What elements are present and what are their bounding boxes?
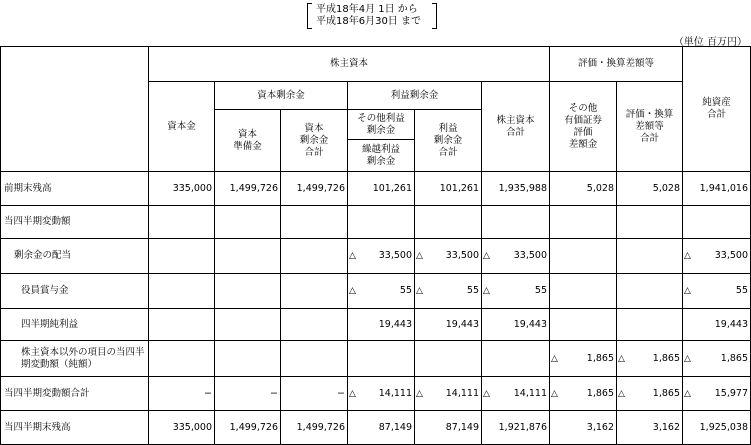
header-total-net-assets <box>683 47 751 172</box>
table-cell <box>281 309 348 341</box>
row-label: 四半期純利益 <box>1 309 149 341</box>
table-cell <box>550 341 617 377</box>
cell-value: 1,925,038 <box>699 421 748 433</box>
table-cell <box>149 239 215 274</box>
table-cell <box>617 274 683 309</box>
negative-triangle-icon: △ <box>416 388 423 399</box>
table-cell <box>482 172 550 206</box>
negative-triangle-icon: △ <box>684 388 691 399</box>
cell-value: 14,111 <box>445 387 479 399</box>
period-bracket <box>307 1 437 31</box>
cell-value: 3,162 <box>652 421 680 433</box>
cell-value: 1,499,726 <box>296 182 345 194</box>
table-cell <box>683 206 751 239</box>
cell-value: 19,443 <box>714 318 748 330</box>
table-row <box>1 341 751 377</box>
table-row <box>1 274 751 309</box>
cell-value: − <box>337 387 345 399</box>
table-cell <box>550 309 617 341</box>
cell-value: 14,111 <box>378 387 412 399</box>
cell-value: 55 <box>735 285 748 296</box>
negative-triangle-icon: △ <box>483 388 490 399</box>
table-row <box>1 239 751 274</box>
table-cell <box>215 309 281 341</box>
cell-value: 15,977 <box>714 387 748 399</box>
cell-value: 55 <box>534 285 547 296</box>
table-cell <box>617 377 683 411</box>
table-cell <box>550 206 617 239</box>
cell-value: 101,261 <box>439 182 479 194</box>
right-bracket <box>432 3 437 29</box>
header-valuation-total: 評価・換算 差額等 合計 <box>617 82 683 172</box>
row-label: 前期末残高 <box>1 172 149 206</box>
table-cell <box>550 172 617 206</box>
table-cell <box>617 172 683 206</box>
table-cell <box>215 274 281 309</box>
cell-value: 19,443 <box>378 318 412 330</box>
cell-value: 1,865 <box>586 352 614 364</box>
row-label: 当四半期末残高 <box>1 411 149 445</box>
cell-value: 3,162 <box>586 421 614 433</box>
cell-value: 33,500 <box>445 250 479 261</box>
negative-triangle-icon: △ <box>349 286 356 296</box>
table-cell <box>149 172 215 206</box>
cell-value: 1,921,876 <box>498 421 547 433</box>
table-cell <box>149 411 215 445</box>
table-cell <box>281 172 348 206</box>
table-cell <box>415 274 482 309</box>
table-cell <box>550 377 617 411</box>
table-cell <box>215 411 281 445</box>
negative-triangle-icon: △ <box>618 353 625 364</box>
row-label: 株主資本以外の項目の当四半期変動額（純額） <box>1 341 149 377</box>
table-cell <box>482 206 550 239</box>
table-cell <box>149 377 215 411</box>
cell-value: 1,865 <box>720 352 748 364</box>
table-cell <box>348 274 415 309</box>
cell-value: 5,028 <box>586 182 614 194</box>
cell-value: 1,865 <box>652 352 680 364</box>
negative-triangle-icon: △ <box>349 251 356 261</box>
table-cell <box>281 411 348 445</box>
cell-value: 33,500 <box>513 250 547 261</box>
cell-value: 5,028 <box>652 182 680 194</box>
cell-value: 33,500 <box>714 250 748 261</box>
period-start: 平成18年4月 1日 から <box>316 4 418 15</box>
cell-value: 19,443 <box>445 318 479 330</box>
table-cell <box>281 239 348 274</box>
header-capital-surplus-total: 資本 剰余金 合計 <box>281 110 348 172</box>
table-cell <box>348 206 415 239</box>
table-cell <box>482 377 550 411</box>
cell-value: − <box>204 387 212 399</box>
cell-value: 335,000 <box>172 182 212 194</box>
row-label: 当四半期変動額合計 <box>1 377 149 411</box>
negative-triangle-icon: △ <box>551 388 558 399</box>
table-cell <box>683 377 751 411</box>
negative-triangle-icon: △ <box>349 388 356 399</box>
table-cell <box>550 274 617 309</box>
table-cell <box>683 172 751 206</box>
table-cell <box>348 341 415 377</box>
header-shareholders-total: 株主資本 合計 <box>482 82 550 172</box>
table-cell <box>149 309 215 341</box>
table-cell <box>617 341 683 377</box>
row-label: 当四半期変動額 <box>1 206 149 239</box>
table-cell <box>149 206 215 239</box>
cell-value: 19,443 <box>513 318 547 330</box>
cell-value: 55 <box>466 285 479 296</box>
table-cell <box>348 239 415 274</box>
left-bracket <box>307 3 312 29</box>
table-cell <box>415 206 482 239</box>
table-row <box>1 172 751 206</box>
table-cell <box>281 341 348 377</box>
header-capital-surplus: 資本剰余金 <box>215 82 348 110</box>
table-cell <box>215 341 281 377</box>
negative-triangle-icon: △ <box>684 286 691 296</box>
cell-value: 87,149 <box>445 421 479 433</box>
header-retained-total: 利益 剰余金 合計 <box>415 110 482 172</box>
negative-triangle-icon: △ <box>483 251 490 261</box>
negative-triangle-icon: △ <box>551 353 558 364</box>
negative-triangle-icon: △ <box>684 251 691 261</box>
cell-value: 33,500 <box>378 250 412 261</box>
table-cell <box>683 239 751 274</box>
table-cell <box>348 411 415 445</box>
table-cell <box>215 172 281 206</box>
table-cell <box>415 377 482 411</box>
table-cell <box>415 411 482 445</box>
table-cell <box>348 172 415 206</box>
header-retained-earnings: 利益剰余金 <box>348 82 482 110</box>
table-cell <box>415 341 482 377</box>
table-cell <box>215 239 281 274</box>
table-row <box>1 411 751 445</box>
table-cell <box>348 309 415 341</box>
equity-changes-table <box>0 46 751 445</box>
header-valuation: 評価・換算差額等 <box>550 47 683 82</box>
table-cell <box>348 377 415 411</box>
cell-value: 55 <box>399 285 412 296</box>
negative-triangle-icon: △ <box>416 251 423 261</box>
table-cell <box>617 411 683 445</box>
header-total-net-assets-text: 純資産 合計 <box>702 97 731 120</box>
table-cell <box>149 274 215 309</box>
cell-value: 1,499,726 <box>229 421 278 433</box>
cell-value: 87,149 <box>378 421 412 433</box>
header-shareholders-equity: 株主資本 <box>149 47 550 82</box>
table-cell <box>683 309 751 341</box>
table-cell <box>482 309 550 341</box>
header-other-retained: その他利益 剰余金 <box>348 110 415 140</box>
table-row <box>1 377 751 411</box>
header-corner <box>1 47 149 172</box>
cell-value: − <box>270 387 278 399</box>
table-cell <box>617 206 683 239</box>
header-capital-stock: 資本金 <box>149 82 215 172</box>
cell-value: 1,499,726 <box>296 421 345 433</box>
cell-value: 1,935,988 <box>498 182 547 194</box>
table-cell <box>281 274 348 309</box>
table-row <box>1 309 751 341</box>
table-cell <box>550 239 617 274</box>
table-cell <box>683 274 751 309</box>
negative-triangle-icon: △ <box>684 353 691 364</box>
table-cell <box>683 411 751 445</box>
cell-value: 1,941,016 <box>699 182 748 194</box>
header-securities-diff: その他 有価証券 評価 差額金 <box>550 82 617 172</box>
cell-value: 335,000 <box>172 421 212 433</box>
table-cell <box>617 309 683 341</box>
table-cell <box>215 206 281 239</box>
table-cell <box>215 377 281 411</box>
header-capital-reserve: 資本 準備金 <box>215 110 281 172</box>
unit-label: （単位 百万円） <box>673 37 747 48</box>
table-cell <box>617 239 683 274</box>
table-cell <box>482 274 550 309</box>
cell-value: 101,261 <box>372 182 412 194</box>
row-label: 剰余金の配当 <box>1 239 149 274</box>
cell-value: 14,111 <box>513 387 547 399</box>
negative-triangle-icon: △ <box>483 286 490 296</box>
cell-value: 1,499,726 <box>229 182 278 194</box>
period-end: 平成18年6月30日 まで <box>316 16 421 27</box>
table-cell <box>415 239 482 274</box>
table-cell <box>281 206 348 239</box>
negative-triangle-icon: △ <box>618 388 625 399</box>
table-cell <box>281 377 348 411</box>
header-retained-brought-forward: 繰越利益 剰余金 <box>348 140 415 172</box>
negative-triangle-icon: △ <box>416 286 423 296</box>
table-cell <box>550 411 617 445</box>
table-cell <box>482 411 550 445</box>
row-label: 役員賞与金 <box>1 274 149 309</box>
table-cell <box>683 341 751 377</box>
cell-value: 1,865 <box>652 387 680 399</box>
cell-value: 1,865 <box>586 387 614 399</box>
table-cell <box>482 239 550 274</box>
table-cell <box>415 309 482 341</box>
table-cell <box>482 341 550 377</box>
table-row <box>1 206 751 239</box>
table-cell <box>415 172 482 206</box>
table-cell <box>149 341 215 377</box>
